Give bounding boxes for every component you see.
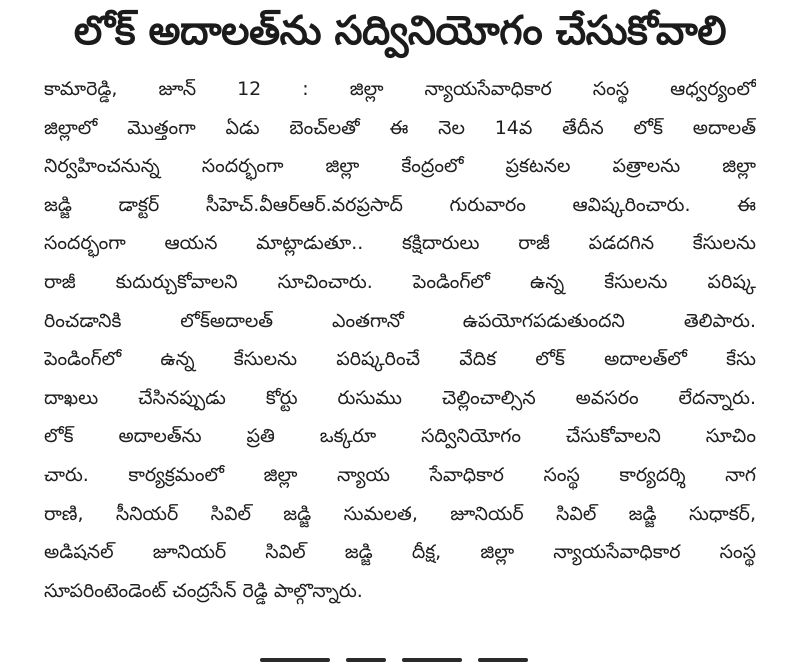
article-line-6: రాజీ కుదుర్చుకోవాలని సూచించారు. పెండింగ్‌లో ఉన్న కేసులను పరిష్క [44, 270, 756, 293]
article-line-3: నిర్వహించనున్న సందర్భంగా జిల్లా కేంద్రంలో ప్రకటనల పత్రాలను జిల్లా [44, 155, 756, 178]
article-line-1: కామారెడ్డి, జూన్ 12 : జిల్లా న్యాయసేవాధికార సంస్థ ఆధ్వర్యంలో [44, 78, 756, 100]
article-line-7: రించడానికి లోక్‌అదాలత్ ఎంతగానో ఉపయోగపడుతుందని తెలిపారు. [44, 309, 756, 332]
headline: లోక్ అదాలత్‌ను సద్వినియోగం చేసుకోవాలి [73, 8, 727, 54]
article-line-13: అడిషనల్ జూనియర్ సివిల్ జడ్జి దీక్ష, జిల్లా న్యాయసేవాధికార సంస్థ [44, 541, 756, 564]
article-line-14: సూపరింటెండెంట్ చంద్రసేన్ రెడ్డి పాల్గొన్నారు. [44, 579, 363, 602]
article-line-11: చారు. కార్యక్రమంలో జిల్లా న్యాయ సేవాధికార సంస్థ కార్యదర్శి నాగ [44, 463, 756, 486]
article-line-9: దాఖలు చేసినప్పుడు కోర్టు రుసుము చెల్లించాల్సిన అవసరం లేదన్నారు. [44, 386, 756, 409]
article-line-10: లోక్ అదాలత్‌ను ప్రతి ఒక్కరూ సద్వినియోగం చేసుకోవాలని సూచిం [44, 425, 756, 448]
article-line-5: సందర్భంగా ఆయన మాట్లాడుతూ.. కక్షిదారులు రాజీ పడదగిన కేసులను [44, 232, 756, 255]
article-line-4: జడ్జి డాక్టర్ సీహెచ్.వీఆర్ఆర్.వరప్రసాద్ గురువారం ఆవిష్కరించారు. ఈ [44, 193, 756, 216]
article-line-2: జిల్లాలో మొత్తంగా ఏడు బెంచ్‌లతో ఈ నెల 14వ తేదీన లోక్ అదాలత్ [44, 116, 756, 139]
next-article-cutoff [250, 652, 550, 665]
article-line-12: రాణి, సీనియర్ సివిల్ జడ్జి సుమలత, జూనియర్ సివిల్ జడ్జి సుధాకర్, [44, 502, 756, 525]
article-body [44, 70, 756, 610]
article-line-8: పెండింగ్‌లో ఉన్న కేసులను పరిష్కరించే వేదిక లోక్ అదాలత్‌లో కేసు [44, 348, 756, 371]
